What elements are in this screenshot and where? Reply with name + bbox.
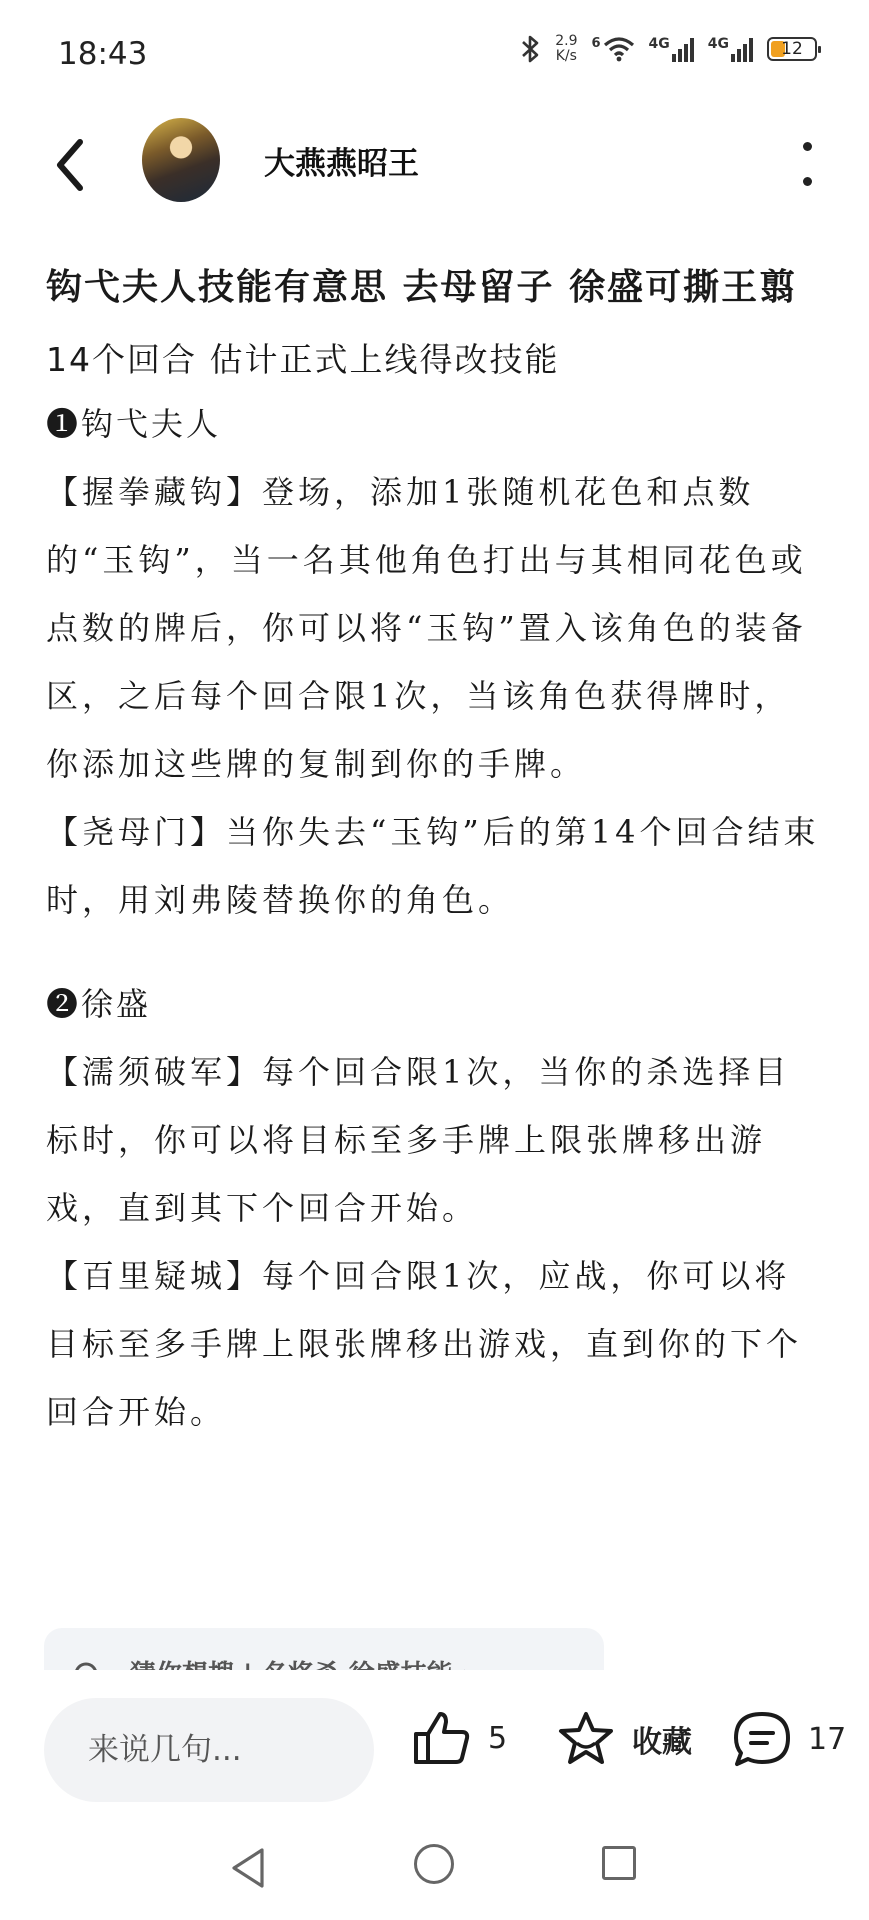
- like-button[interactable]: [412, 1710, 507, 1766]
- signal-2: [708, 36, 753, 62]
- more-options-button[interactable]: [797, 142, 817, 186]
- signal-bars-icon: [731, 36, 753, 62]
- post-content: [46, 258, 826, 1446]
- wifi-icon: [603, 36, 635, 62]
- comment-icon: [732, 1710, 792, 1768]
- thumbs-up-icon: [412, 1710, 472, 1766]
- signal-bars-icon: [672, 36, 694, 62]
- comment-input[interactable]: 来说几句...: [44, 1698, 374, 1802]
- star-icon: [556, 1710, 616, 1768]
- action-bar: [0, 1670, 869, 1820]
- system-nav-bar: [0, 1820, 869, 1920]
- signal-2-label: 4G: [707, 36, 729, 52]
- battery-icon: [767, 37, 817, 61]
- skill-paragraph: 【尧母门】当你失去“玉钩”后的第14个回合结束时，用刘弗陵替换你的角色。: [46, 813, 820, 919]
- skill-paragraph: 【濡须破军】每个回合限1次，当你的杀选择目标时，你可以将目标至多手牌上限张牌移出游戏，直到其下个回合开始。: [46, 1053, 791, 1227]
- author-avatar[interactable]: [142, 118, 220, 202]
- favorite-button[interactable]: [556, 1710, 692, 1768]
- back-button[interactable]: [48, 132, 98, 198]
- network-speed: [555, 34, 577, 64]
- dot-icon: [803, 177, 812, 186]
- wifi-badge: 6: [591, 36, 601, 51]
- bluetooth-icon: [519, 34, 541, 64]
- status-time: 18:43: [58, 36, 148, 72]
- signal-1: [649, 36, 694, 62]
- wifi-indicator: [591, 36, 634, 62]
- signal-1-label: 4G: [648, 36, 670, 52]
- post-header: [0, 110, 869, 220]
- comment-count: 17: [808, 1721, 847, 1757]
- section-heading: ❶钩弋夫人: [46, 405, 222, 443]
- status-icons: [519, 34, 817, 64]
- network-speed-value: 2.9: [555, 33, 578, 49]
- skill-paragraph: 【握拳藏钩】登场，添加1张随机花色和点数的“玉钩”，当一名其他角色打出与其相同花色或点数的牌后，你可以将“玉钩”置入该角色的装备区，之后每个回合限1次，当该角色获得牌时，你添加这些牌的复制到你的手牌。: [46, 473, 807, 783]
- nav-back-icon[interactable]: [228, 1846, 268, 1890]
- status-bar: [0, 0, 869, 110]
- skill-paragraph: 【百里疑城】每个回合限1次，应战，你可以将目标至多手牌上限张牌移出游戏，直到你的下个回合开始。: [46, 1257, 803, 1431]
- dot-icon: [803, 142, 812, 151]
- like-count: 5: [488, 1720, 508, 1756]
- post-subtitle: 14个回合 估计正式上线得改技能: [46, 340, 560, 379]
- nav-recent-apps-icon[interactable]: [602, 1846, 636, 1880]
- author-name[interactable]: 大燕燕昭王: [264, 146, 419, 182]
- post-title: 钩弋夫人技能有意思 去母留子 徐盛可撕王翦: [46, 267, 798, 308]
- favorite-label: 收藏: [632, 1725, 692, 1760]
- comment-button[interactable]: [732, 1710, 846, 1768]
- chevron-left-icon: [48, 132, 98, 198]
- section-heading: ❷徐盛: [46, 985, 152, 1023]
- nav-home-icon[interactable]: [414, 1844, 454, 1884]
- battery-level: 12: [781, 39, 803, 59]
- network-speed-unit: K/s: [555, 48, 577, 64]
